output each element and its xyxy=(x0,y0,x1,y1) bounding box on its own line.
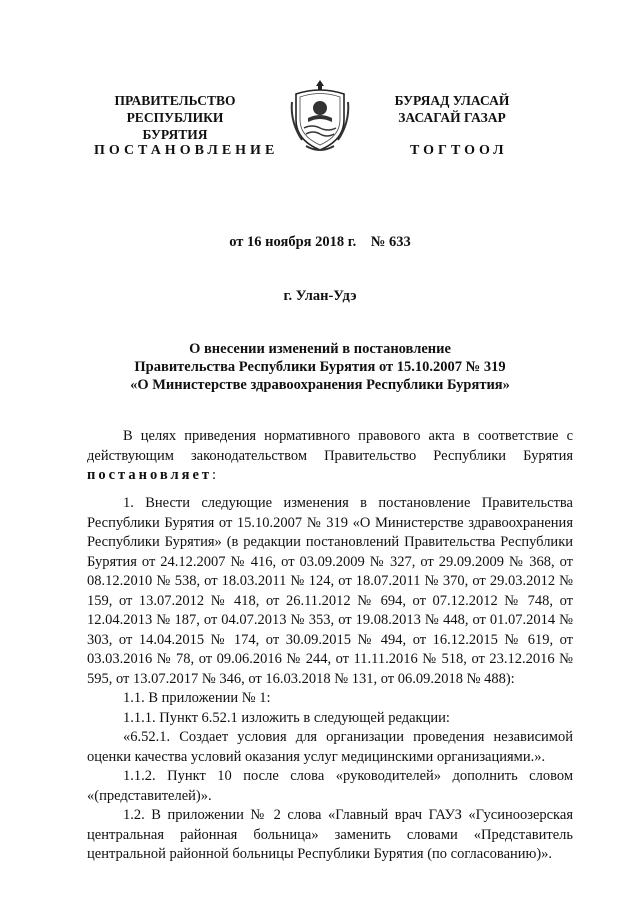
document-title xyxy=(60,340,580,394)
issuer-line-2: РЕСПУБЛИКИ БУРЯТИЯ xyxy=(126,110,224,142)
issuer-line-1: ПРАВИТЕЛЬСТВО xyxy=(114,93,236,108)
document-body xyxy=(87,494,573,865)
date-and-number: от 16 ноября 2018 г. № 633 xyxy=(229,234,411,250)
preamble-colon: : xyxy=(212,467,217,483)
decision-word: постановляет xyxy=(87,467,213,483)
issuer-buryat-line-2: ЗАСАГАЙ ГАЗАР xyxy=(398,110,506,125)
paragraph-1-1-1: 1.1.1. Пункт 6.52.1 изложить в следующей редакции: xyxy=(123,709,450,726)
preamble-text: В целях приведения нормативного правового акта в соответствие с действующим законодательством Правительство Республики Бурятия xyxy=(87,428,573,464)
doc-type-buryat: ТОГТООЛ xyxy=(410,143,508,158)
city: г. Улан-Удэ xyxy=(283,288,357,304)
paragraph-quote: «6.52.1. Создает условия для организации проведения независимой оценки качества условий оказания услуг медицинскими организациями.». xyxy=(87,729,573,765)
issuer-russian xyxy=(95,92,255,143)
title-line-1: О внесении изменений в постановление xyxy=(189,341,451,357)
issuer-buryat-line-1: БУРЯАД УЛАСАЙ xyxy=(394,93,510,108)
preamble xyxy=(87,427,573,486)
doc-type-russian: ПОСТАНОВЛЕНИЕ xyxy=(94,143,279,158)
preamble-paragraph xyxy=(87,427,573,486)
paragraph-1: 1. Внести следующие изменения в постановление Правительства Республики Бурятия от 15.10.2007 № 319 «О Министерстве здравоохранения Республики Бурятия» (в редакции постановлений Правительства Республики Бурятия от 24.12.2007 № 416, от 03.09.2009 № 327, от 29.09.2009 № 368, от 08.12.2010 № 538, от 18.03.2011 № 124, от 18.07.2011 № 370, от 29.03.2012 № 159, от 13.07.2012 № 418, от 26.11.2012 № 694, от 07.12.2012 № 748, от 12.04.2013 № 187, от 04.07.2013 № 353, от 19.08.2013 № 448, от 01.07.2014 № 303, от 14.04.2015 № 174, от 30.09.2015 № 494, от 16.12.2015 № 619, от 03.03.2016 № 78, от 09.06.2016 № 244, от 11.11.2016 № 518, от 23.12.2016 № 595, от 13.07.2017 № 346, от 16.03.2018 № 131, от 06.09.2018 № 488): xyxy=(87,495,573,687)
paragraph-1-2: 1.2. В приложении № 2 слова «Главный врач ГАУЗ «Гусиноозерская центральная районная больница» заменить словами «Представитель центральной районной больницы Республики Бурятия (по согласованию)». xyxy=(87,807,573,862)
paragraph-1-1: 1.1. В приложении № 1: xyxy=(123,690,271,706)
coat-of-arms-icon xyxy=(288,78,352,152)
title-line-3: «О Министерстве здравоохранения Республики Бурятия» xyxy=(130,377,510,393)
issuer-buryat xyxy=(372,92,532,126)
paragraph-1-1-2: 1.1.2. Пункт 10 после слова «руководителей» дополнить словом «(представителей)». xyxy=(87,768,573,804)
title-line-2: Правительства Республики Бурятия от 15.10.2007 № 319 xyxy=(134,359,506,375)
